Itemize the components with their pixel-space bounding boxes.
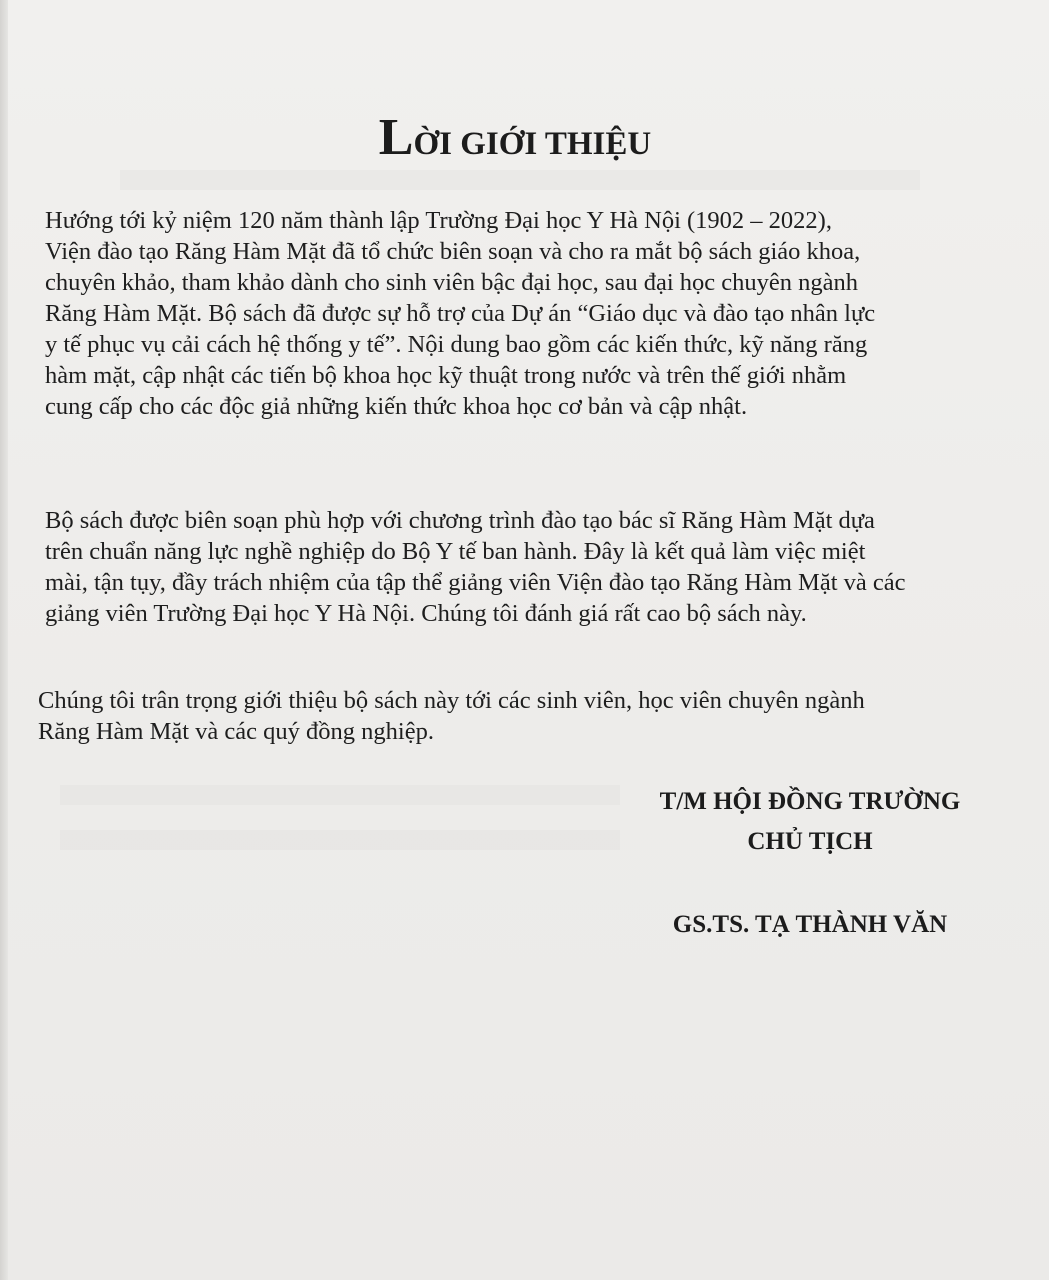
text-line: Răng Hàm Mặt. Bộ sách đã được sự hỗ trợ của Dự án “Giáo dục và đào tạo nhân lực (45, 300, 876, 327)
text-line: Bộ sách được biên soạn phù hợp với chương trình đào tạo bác sĩ Răng Hàm Mặt dựa (45, 507, 875, 534)
text-line: Chúng tôi trân trọng giới thiệu bộ sách này tới các sinh viên, học viên chuyên ngành (38, 687, 865, 714)
text-line: giảng viên Trường Đại học Y Hà Nội. Chúng tôi đánh giá rất cao bộ sách này. (45, 600, 807, 627)
text-line: Răng Hàm Mặt và các quý đồng nghiệp. (38, 718, 434, 745)
paragraph-compilation (45, 505, 1005, 629)
page-edge-shadow (0, 0, 8, 1280)
text-line: y tế phục vụ cải cách hệ thống y tế”. Nội dung bao gồm các kiến thức, kỹ năng răng (45, 331, 868, 358)
signature-organization: T/M HỘI ĐỒNG TRƯỜNG (659, 788, 961, 815)
text-line: trên chuẩn năng lực nghề nghiệp do Bộ Y tế ban hành. Đây là kết quả làm việc miệt (45, 538, 866, 565)
show-through-shadow (60, 785, 620, 805)
page-title (0, 108, 1030, 174)
text-line: chuyên khảo, tham khảo dành cho sinh viên bậc đại học, sau đại học chuyên ngành (45, 269, 859, 296)
text-line: Hướng tới kỷ niệm 120 năm thành lập Trường Đại học Y Hà Nội (1902 – 2022), (45, 207, 832, 234)
title-first-letter: L (378, 109, 414, 166)
text-line: mài, tận tụy, đầy trách nhiệm của tập thể giảng viên Viện đào tạo Răng Hàm Mặt và các (45, 569, 906, 596)
text-line: Viện đào tạo Răng Hàm Mặt đã tổ chức biên soạn và cho ra mắt bộ sách giáo khoa, (45, 238, 861, 265)
title-rest: ỜI GIỚI THIỆU (413, 126, 652, 162)
paragraph-recommendation (38, 685, 1008, 747)
text-line: hàm mặt, cập nhật các tiến bộ khoa học kỹ thuật trong nước và trên thế giới nhằm (45, 362, 847, 389)
text-line: cung cấp cho các độc giả những kiến thức khoa học cơ bản và cập nhật. (45, 393, 748, 420)
show-through-shadow (60, 830, 620, 850)
signature-name: GS.TS. TẠ THÀNH VĂN (672, 911, 948, 938)
signature-role: CHỦ TỊCH (747, 828, 873, 855)
paragraph-intro (45, 205, 1005, 422)
